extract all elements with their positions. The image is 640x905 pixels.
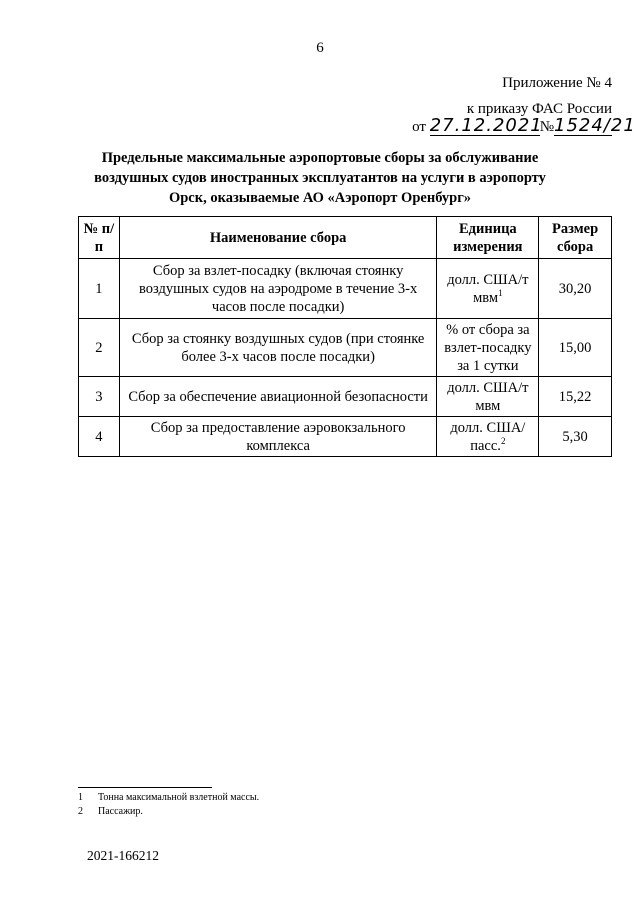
cell-size: 15,22: [539, 377, 612, 417]
handwritten-date: 27.12.2021: [429, 115, 543, 136]
order-date-number: [412, 115, 636, 136]
cell-name: Сбор за обеспечение авиационной безопасности: [119, 377, 437, 417]
document-title: Предельные максимальные аэропортовые сборы за обслуживание воздушных судов иностранных эксплуатантов на услуги в аэропорту Орск, оказываемые АО «Аэропорт Оренбург»: [94, 150, 546, 206]
header-num: № п/п: [79, 217, 120, 259]
fees-table: [78, 216, 612, 457]
footnote-ref-2: 2: [500, 435, 506, 446]
document-code: 2021-166212: [87, 848, 159, 863]
handwritten-order-number: 1524/21: [554, 115, 636, 136]
cell-size: 5,30: [539, 417, 612, 457]
cell-unit: % от сбора за взлет-посадку за 1 сутки: [437, 319, 539, 377]
footnote-item: 1 Тонна максимальной взлетной массы.: [78, 792, 260, 803]
number-prefix: №: [539, 119, 554, 135]
table-row: [79, 259, 612, 319]
cell-name: Сбор за стоянку воздушных судов (при стоянке более 3-х часов после посадки): [119, 319, 437, 377]
cell-num: 3: [79, 377, 120, 417]
cell-name: Сбор за предоставление аэровокзального комплекса: [119, 417, 437, 457]
header-name: Наименование сбора: [119, 217, 437, 259]
footnotes: [78, 791, 259, 819]
cell-num: 1: [79, 259, 120, 319]
cell-unit: долл. США/т мвм$^1$: [437, 259, 539, 319]
footnote-ref-1: 1: [498, 287, 503, 298]
table-header-row: [79, 217, 612, 259]
cell-num: 4: [79, 417, 120, 457]
cell-size: 15,00: [539, 319, 612, 377]
header-unit: Единица измерения: [437, 217, 539, 259]
footnote-divider: [78, 787, 212, 788]
header-size: Размер сбора: [539, 217, 612, 259]
footnote-item: 2 Пассажир.: [78, 806, 143, 817]
appendix-line-1: Приложение № 4: [502, 75, 612, 91]
date-prefix: от: [412, 119, 426, 135]
table-row: [79, 377, 612, 417]
cell-num: 2: [79, 319, 120, 377]
cell-size: 30,20: [539, 259, 612, 319]
cell-name: Сбор за взлет-посадку (включая стоянку воздушных судов на аэродроме в течение 3-х часов после посадки): [119, 259, 437, 319]
table-row: [79, 319, 612, 377]
table-row: [79, 417, 612, 457]
cell-unit: долл. США/пасс.$^2$: [437, 417, 539, 457]
cell-unit: долл. США/т мвм: [437, 377, 539, 417]
page-number: 6: [316, 40, 324, 56]
appendix-line-2: к приказу ФАС России: [466, 101, 612, 117]
